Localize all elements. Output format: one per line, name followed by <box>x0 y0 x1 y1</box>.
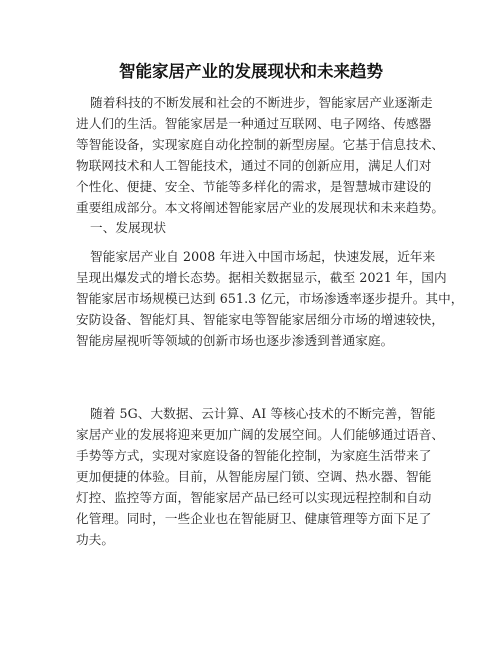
paragraph-line: 智能房屋视听等领域的创新市场也逐步渗透到普通家庭。 <box>76 333 394 348</box>
paragraph-line: 随着科技的不断发展和社会的不断进步，智能家居产业逐渐走 <box>90 95 433 110</box>
paragraph-line: 功夫。 <box>76 532 115 547</box>
paragraph-line: 随着 5G、大数据、云计算、AI 等核心技术的不断完善，智能 <box>90 406 436 421</box>
document-title: 智能家居产业的发展现状和未来趋势 <box>119 62 383 81</box>
paragraph-technology <box>76 403 476 550</box>
paragraph-line: 呈现出爆发式的增长态势。据相关数据显示，截至 2021 年，国内 <box>76 270 447 285</box>
paragraph-intro <box>76 92 476 218</box>
paragraph-line: 更加便捷的体验。目前，从智能房屋门锁、空调、热水器、智能 <box>76 469 432 484</box>
paragraph-line: 重要组成部分。本文将阐述智能家居产业的发展现状和未来趋势。 <box>76 200 445 215</box>
paragraph-line: 物联网技术和人工智能技术，通过不同的创新应用，满足人们对 <box>76 158 432 173</box>
paragraph-line: 化管理。同时，一些企业也在智能厨卫、健康管理等方面下足了 <box>76 511 432 526</box>
paragraph-line: 安防设备、智能灯具、智能家电等智能家居细分市场的增速较快， <box>76 312 445 327</box>
paragraph-line: 个性化、便捷、安全、节能等多样化的需求，是智慧城市建设的 <box>76 179 432 194</box>
paragraph-line: 智能家居产业自 2008 年进入中国市场起，快速发展，近年来 <box>90 249 436 264</box>
paragraph-line: 进人们的生活。智能家居是一种通过互联网、电子网络、传感器 <box>76 116 432 131</box>
paragraph-status <box>76 246 476 351</box>
section-heading-text: 一、发展现状 <box>90 220 167 235</box>
paragraph-line: 等智能设备，实现家庭自动化控制的新型房屋。它基于信息技术、 <box>76 137 445 152</box>
paragraph-line: 灯控、监控等方面，智能家居产品已经可以实现远程控制和自动 <box>76 490 432 505</box>
paragraph-line: 智能家居市场规模已达到 651.3 亿元，市场渗透率逐步提升。其中， <box>76 291 464 306</box>
paragraph-line: 手势等方式，实现对家庭设备的智能化控制，为家庭生活带来了 <box>76 448 432 463</box>
paragraph-line: 家居产业的发展将迎来更加广阔的发展空间。人们能够通过语音、 <box>76 427 445 442</box>
section-heading <box>76 217 476 238</box>
